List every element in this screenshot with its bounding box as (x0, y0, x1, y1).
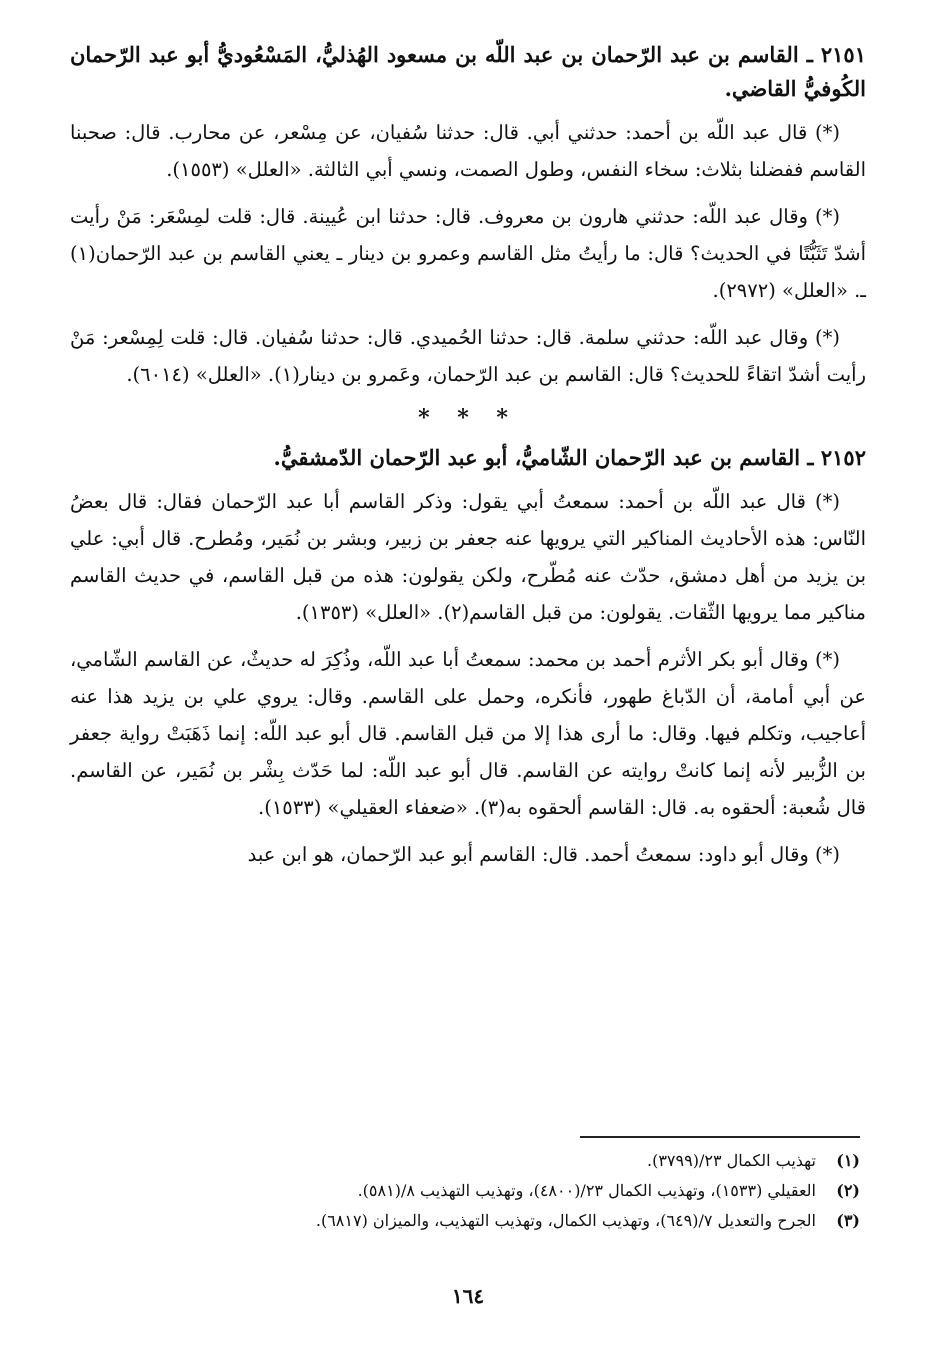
footnote-separator (580, 1136, 860, 1138)
section-divider: * * * (418, 405, 518, 431)
paragraph: (*) قال عبد اللّه بن أحمد: سمعتُ أبي يقول: وذكر القاسم أبا عبد الرّحمان فقال: قال بعضُ النّاس: هذه الأحاديث المناكير التي يرويها عنه جعفر بن زبير، وبشر بن نُمَير، ومُطرح. قال أبي: علي بن يزيد من أهل دمشق، حدّث عنه مُطّرح، ولكن يقولون: هذه من قبل القاسم، في حديث القاسم مناكير مما يرويها الثّقات. يقولون: من قبل القاسم(٢). «العلل» (١٣٥٣). (70, 490, 866, 624)
footnote-number: (٢) (836, 1181, 860, 1200)
paragraph: (*) وقال عبد اللّه: حدثني سلمة. قال: حدثنا الحُميدي. قال: حدثنا سُفيان. قال: قلت لِمِسْعر: مَنْ رأيت أشدّ اتقاءً للحديث؟ قال: القاسم بن عبد الرّحمان، وعَمرو بن دينار(١). «العلل» (٦٠١٤). (70, 326, 866, 386)
entry-title: ٢١٥٢ ـ القاسم بن عبد الرّحمان الشّاميُّ، أبو عبد الرّحمان الدّمشقيُّ. (273, 445, 866, 470)
paragraph: (*) قال عبد اللّه بن أحمد: حدثني أبي. قال: حدثنا سُفيان، عن مِسْعر، عن محارب. قال: صحبنا القاسم ففضلنا بثلاث: سخاء النفس، وطول الصمت، ونسي أبي الثالثة. «العلل» (١٥٥٣). (70, 121, 866, 181)
footnote-number: (٣) (836, 1211, 860, 1230)
footnote (76, 1146, 860, 1176)
paragraph: (*) وقال أبو داود: سمعتُ أحمد. قال: القاسم أبو عبد الرّحمان، هو ابن عبد (247, 843, 840, 866)
paragraph: (*) وقال عبد اللّه: حدثني هارون بن معروف. قال: حدثنا ابن عُيينة. قال: قلت لمِسْعَر: مَنْ رأيت أشدّ تَثَبُّتًا في الحديث؟ قال: ما رأيتُ مثل القاسم وعمرو بن دينار ـ يعني القاسم بن عبد الرّحمان(١) ـ. «العلل» (٢٩٧٢). (70, 205, 866, 302)
entry-2152 (70, 441, 866, 873)
footnote-number: (١) (836, 1151, 860, 1170)
paragraph: (*) وقال أبو بكر الأثرم أحمد بن محمد: سمعتُ أبا عبد اللّه، وذُكِرَ له حديثٌ، عن القاسم الشّامي، عن أبي أمامة، أن الدّباغ طهور، فأنكره، وحمل على القاسم. وقال: يروي علي بن يزيد هذا عنه أعاجيب، وتكلم فيها. وقال: ما أرى هذا إلا من قبل القاسم. قال أبو عبد اللّه: إنما ذَهَبَتْ رواية جعفر بن الزُّبير لأنه إنما كانتْ روايته عن القاسم. قال أبو عبد اللّه: لما حَدّث بِشْر بن نُمَير، عن القاسم. قال شُعبة: ألحقوه به. قال: القاسم ألحقوه به(٣). «ضعفاء العقيلي» (١٥٣٣). (70, 648, 866, 819)
footnote-text: العقيلي (١٥٣٣)، وتهذيب الكمال ٢٣/(٤٨٠٠)، وتهذيب التهذيب ٨/(٥٨١). (357, 1181, 816, 1200)
footnote-text: الجرح والتعديل ٧/(٦٤٩)، وتهذيب الكمال، وتهذيب التهذيب، والميزان (٦٨١٧). (315, 1211, 816, 1230)
footnote (76, 1176, 860, 1206)
page-number: ١٦٤ (451, 1284, 485, 1308)
entry-2151 (70, 38, 866, 393)
footnotes (76, 1146, 860, 1236)
footnote-text: تهذيب الكمال ٢٣/(٣٧٩٩). (647, 1151, 816, 1170)
footnote (76, 1206, 860, 1236)
entry-title: ٢١٥١ ـ القاسم بن عبد الرّحمان بن عبد اللّه بن مسعود الهُذليُّ، المَسْعُوديُّ أبو عبد الرّحمان الكُوفيُّ القاضي. (70, 42, 866, 101)
